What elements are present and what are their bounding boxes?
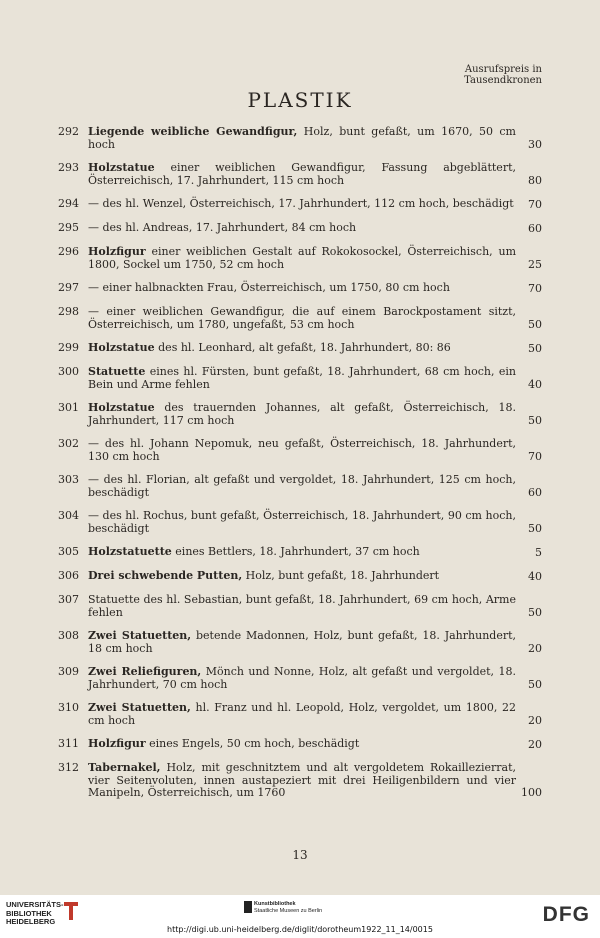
- entry-description: [88, 306, 516, 331]
- entry-text: — des hl. Andreas, 17. Jahrhundert, 84 cm hoch: [88, 221, 357, 234]
- dfg-logo: DFG: [542, 903, 590, 926]
- catalog-entry: [58, 474, 542, 499]
- entry-description: [88, 738, 516, 751]
- catalog-entry: [58, 342, 542, 355]
- catalog-entry: [58, 246, 542, 271]
- entry-description: [88, 510, 516, 535]
- entry-price: 50: [528, 605, 542, 619]
- catalog-entry: [58, 594, 542, 619]
- page-number: 13: [292, 848, 308, 862]
- entry-lead: Zwei Statuetten,: [88, 629, 192, 642]
- ub-logo-line-2: BIBLIOTHEK: [6, 908, 52, 918]
- catalog-entries: [58, 126, 542, 811]
- entry-number: 293: [58, 161, 79, 174]
- entry-text: Statuette des hl. Sebastian, bunt gefaßt, 18. Jahrhundert, 69 cm hoch, Arme fehlen: [88, 593, 516, 619]
- entry-number: 301: [58, 401, 79, 414]
- entry-price: 80: [528, 173, 542, 187]
- entry-description: [88, 402, 516, 427]
- catalog-entry: [58, 198, 542, 211]
- ub-heidelberg-logo: [6, 901, 64, 927]
- entry-text: Holz, bunt gefaßt, 18. Jahrhundert: [245, 569, 440, 582]
- entry-description: [88, 162, 516, 187]
- entry-price: 40: [528, 377, 542, 391]
- entry-price: 25: [528, 257, 542, 271]
- entry-price: 70: [528, 197, 542, 211]
- entry-number: 295: [58, 221, 79, 234]
- entry-text: eines Engels, 50 cm hoch, beschädigt: [149, 737, 360, 750]
- entry-price: 50: [528, 341, 542, 355]
- price-header-line-1: Ausrufspreis in: [464, 64, 542, 75]
- entry-description: [88, 246, 516, 271]
- catalog-entry: [58, 666, 542, 691]
- catalog-entry: [58, 126, 542, 151]
- entry-description: [88, 570, 516, 583]
- entry-lead: Holzstatue: [88, 401, 155, 414]
- entry-text: hl. Franz und hl. Leopold, Holz, vergoldet, um 1800, 22 cm hoch: [88, 701, 516, 727]
- catalog-entry: [58, 282, 542, 295]
- entry-number: 309: [58, 665, 79, 678]
- catalog-entry: [58, 438, 542, 463]
- ub-logo-line-3: HEIDELBERG: [6, 917, 56, 926]
- entry-price: 50: [528, 521, 542, 535]
- entry-lead: Holzfigur: [88, 737, 146, 750]
- catalog-entry: [58, 366, 542, 391]
- entry-number: 304: [58, 509, 79, 522]
- entry-lead: Statuette: [88, 365, 146, 378]
- entry-text: Holz, bunt gefaßt, um 1670, 50 cm hoch: [88, 125, 516, 151]
- catalog-entry: [58, 162, 542, 187]
- entry-text: eines hl. Fürsten, bunt gefaßt, 18. Jahrhundert, 68 cm hoch, ein Bein und Arme fehlen: [88, 365, 516, 391]
- catalog-entry: [58, 402, 542, 427]
- entry-number: 300: [58, 365, 79, 378]
- entry-text: — des hl. Florian, alt gefaßt und vergoldet, 18. Jahrhundert, 125 cm hoch, beschädigt: [88, 473, 516, 499]
- entry-number: 307: [58, 593, 79, 606]
- entry-price: 50: [528, 317, 542, 331]
- entry-text: — des hl. Johann Nepomuk, neu gefaßt, Österreichisch, 18. Jahrhundert, 130 cm hoch: [88, 437, 516, 463]
- entry-description: [88, 666, 516, 691]
- entry-price: 30: [528, 137, 542, 151]
- entry-price: 50: [528, 413, 542, 427]
- entry-price: 20: [528, 737, 542, 751]
- entry-text: einer weiblichen Gestalt auf Rokokosockel, Österreichisch, um 1800, Sockel um 1750, 52 cm hoch: [88, 245, 516, 271]
- entry-description: [88, 126, 516, 151]
- entry-text: — einer weiblichen Gewandfigur, die auf einem Barockpostament sitzt, Österreichisch, um 1780, ungefaßt, 53 cm hoch: [88, 305, 516, 331]
- entry-number: 305: [58, 545, 79, 558]
- entry-description: [88, 222, 516, 235]
- catalog-entry: [58, 222, 542, 235]
- entry-text: eines Bettlers, 18. Jahrhundert, 37 cm hoch: [175, 545, 420, 558]
- entry-number: 299: [58, 341, 79, 354]
- entry-price: 60: [528, 221, 542, 235]
- catalog-entry: [58, 738, 542, 751]
- catalog-entry: [58, 702, 542, 727]
- entry-number: 310: [58, 701, 79, 714]
- entry-lead: Zwei Statuetten,: [88, 701, 191, 714]
- entry-description: [88, 342, 516, 355]
- entry-number: 297: [58, 281, 79, 294]
- entry-lead: Holzstatue: [88, 341, 155, 354]
- entry-description: [88, 474, 516, 499]
- catalog-entry: [58, 630, 542, 655]
- entry-text: — des hl. Wenzel, Österreichisch, 17. Jahrhundert, 112 cm hoch, beschädigt: [88, 197, 514, 210]
- entry-number: 308: [58, 629, 79, 642]
- entry-price: 40: [528, 569, 542, 583]
- entry-lead: Liegende weibliche Gewandfigur,: [88, 125, 298, 138]
- entry-description: [88, 366, 516, 391]
- entry-text: des hl. Leonhard, alt gefaßt, 18. Jahrhundert, 80: 86: [158, 341, 451, 354]
- section-title: PLASTIK: [247, 88, 353, 112]
- entry-number: 294: [58, 197, 79, 210]
- entry-number: 312: [58, 761, 79, 774]
- price-header-line-2: Tausendkronen: [464, 75, 542, 86]
- entry-lead: Zwei Reliefiguren,: [88, 665, 202, 678]
- ub-emblem-icon: [62, 900, 80, 922]
- entry-lead: Holzstatue: [88, 161, 155, 174]
- digitization-footer: [0, 895, 600, 938]
- entry-description: [88, 546, 516, 559]
- entry-price: 20: [528, 713, 542, 727]
- catalog-entry: [58, 570, 542, 583]
- permalink-url[interactable]: http://digi.ub.uni-heidelberg.de/diglit/dorotheum1922_11_14/0015: [167, 925, 433, 934]
- entry-price: 5: [535, 545, 542, 559]
- entry-description: [88, 438, 516, 463]
- entry-lead: Holzstatuette: [88, 545, 172, 558]
- entry-number: 292: [58, 125, 79, 138]
- kb-logo-line-2: Staatliche Museen zu Berlin: [254, 908, 323, 914]
- entry-lead: Tabernakel,: [88, 761, 161, 774]
- entry-text: — einer halbnackten Frau, Österreichisch, um 1750, 80 cm hoch: [88, 281, 450, 294]
- entry-number: 303: [58, 473, 79, 486]
- entry-number: 298: [58, 305, 79, 318]
- entry-price: 100: [521, 786, 542, 799]
- entry-text: Mönch und Nonne, Holz, alt gefaßt und vergoldet, 18. Jahrhundert, 70 cm hoch: [88, 665, 516, 691]
- entry-description: [88, 594, 516, 619]
- entry-number: 296: [58, 245, 79, 258]
- entry-description: [88, 282, 516, 295]
- entry-price: 50: [528, 677, 542, 691]
- catalog-entry: [58, 762, 542, 800]
- entry-price: 70: [528, 281, 542, 295]
- entry-text: des trauernden Johannes, alt gefaßt, Österreichisch, 18. Jahrhundert, 117 cm hoch: [88, 401, 516, 427]
- ub-logo-line-1: UNIVERSITÄTS-: [6, 900, 64, 909]
- kb-logo-line-1: Kunstbibliothek: [254, 901, 296, 907]
- entry-text: einer weiblichen Gewandfigur, Fassung abgeblättert, Österreichisch, 17. Jahrhundert, 115 cm hoch: [88, 161, 516, 187]
- entry-number: 306: [58, 569, 79, 582]
- kunstbibliothek-logo: [254, 901, 322, 915]
- entry-lead: Holzfigur: [88, 245, 146, 258]
- entry-text: betende Madonnen, Holz, bunt gefaßt, 18. Jahrhundert, 18 cm hoch: [88, 629, 517, 655]
- entry-description: [88, 630, 516, 655]
- entry-lead: Drei schwebende Putten,: [88, 569, 243, 582]
- entry-number: 311: [58, 737, 79, 750]
- entry-description: [88, 762, 516, 800]
- catalog-entry: [58, 510, 542, 535]
- catalog-entry: [58, 546, 542, 559]
- entry-price: 60: [528, 485, 542, 499]
- catalog-entry: [58, 306, 542, 331]
- entry-price: 70: [528, 449, 542, 463]
- entry-text: Holz, mit geschnitztem und alt vergoldetem Rokaillezierrat, vier Seitenvoluten, innen austapeziert mit drei Heiligenbildern und vier Manipeln, Österreichisch, um 1760: [88, 761, 516, 799]
- entry-price: 20: [528, 641, 542, 655]
- entry-number: 302: [58, 437, 79, 450]
- price-column-header: [464, 64, 542, 86]
- kunstbibliothek-emblem-icon: [244, 901, 252, 913]
- entry-description: [88, 702, 516, 727]
- entry-text: — des hl. Rochus, bunt gefaßt, Österreichisch, 18. Jahrhundert, 90 cm hoch, beschädigt: [88, 509, 516, 535]
- entry-description: [88, 198, 516, 211]
